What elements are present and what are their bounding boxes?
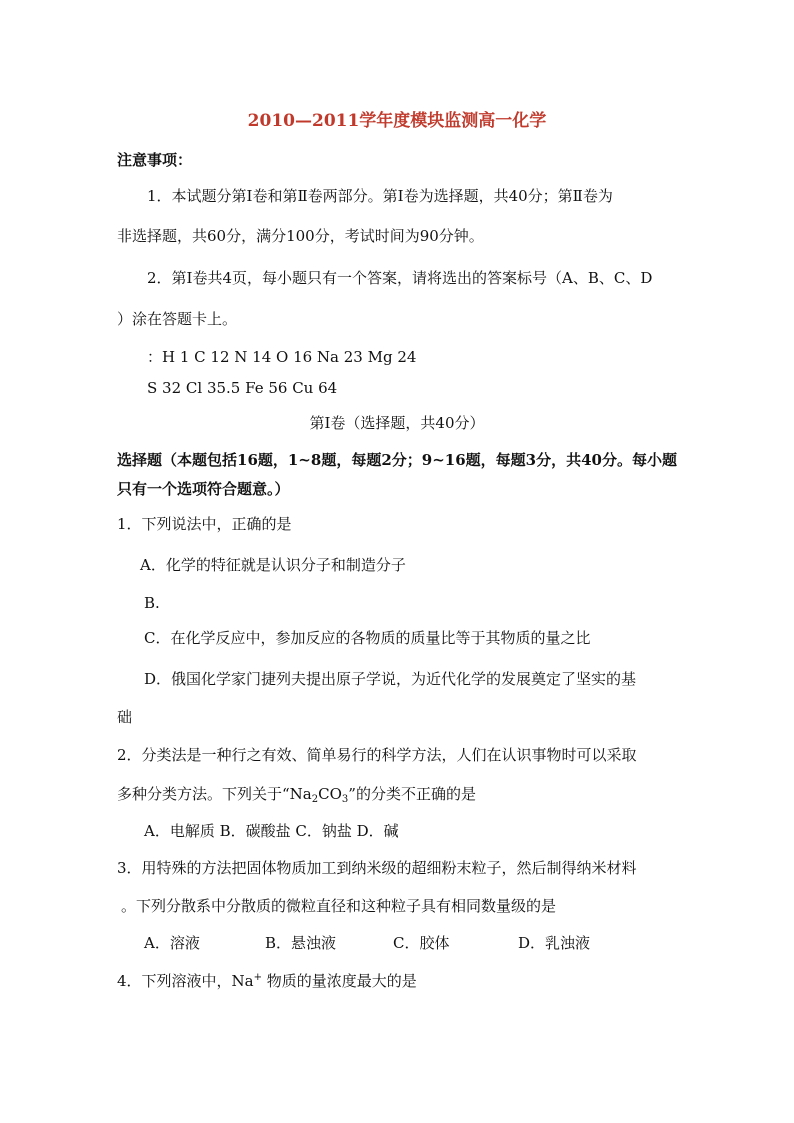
notice-heading: 注意事项： <box>117 151 193 169</box>
page-title: 2010—2011学年度模块监测高一化学 <box>247 111 547 131</box>
q3-option-b: B．悬浊液 <box>265 934 337 952</box>
q4-stem <box>117 971 417 991</box>
q2-formula-co: CO <box>318 785 342 803</box>
q2-stem-text-after: ”的分类不正确的是 <box>348 785 476 803</box>
q4-superscript-plus: + <box>253 972 263 983</box>
q2-stem-line-1: 2．分类法是一种行之有效、简单易行的科学方法，人们在认识事物时可以采取 <box>117 746 637 764</box>
atomic-masses-line-2: S 32 Cl 35.5 Fe 56 Cu 64 <box>147 379 338 397</box>
notice-item-1-line-1: 1．本试题分第Ⅰ卷和第Ⅱ卷两部分。第Ⅰ卷为选择题，共40分；第Ⅱ卷为 <box>147 187 613 205</box>
q2-stem-text-before: 多种分类方法。下列关于“Na <box>117 785 312 803</box>
section-title: 第Ⅰ卷（选择题，共40分） <box>309 414 485 432</box>
q3-stem-line-2: 。下列分散系中分散质的微粒直径和这种粒子具有相同数量级的是 <box>121 897 557 915</box>
q1-option-c: C．在化学反应中，参加反应的各物质的质量比等于其物质的量之比 <box>144 629 591 647</box>
q3-option-a: A．溶液 <box>144 934 200 952</box>
q4-stem-text-after: 物质的量浓度最大的是 <box>262 972 417 990</box>
notice-item-2-line-2: ）涂在答题卡上。 <box>117 310 238 328</box>
q2-subscript-2: 2 <box>311 794 319 805</box>
q1-option-d-line-1: D．俄国化学家门捷列夫提出原子学说，为近代化学的发展奠定了坚实的基 <box>144 670 637 688</box>
q2-stem-line-2 <box>117 784 476 804</box>
q3-stem-line-1: 3．用特殊的方法把固体物质加工到纳米级的超细粉末粒子，然后制得纳米材料 <box>117 859 637 877</box>
notice-item-2-line-1: 2．第Ⅰ卷共4页，每小题只有一个答案，请将选出的答案标号（A、B、C、D <box>147 269 653 287</box>
q1-option-d-line-2: 础 <box>117 708 133 726</box>
section-instructions-line-1: 选择题（本题包括16题，1~8题，每题2分；9~16题，每题3分，共40分。每小题 <box>117 451 677 469</box>
q4-stem-text-before: 4．下列溶液中，Na <box>117 972 254 990</box>
q2-subscript-3: 3 <box>341 794 349 805</box>
q2-options: A．电解质 B．碳酸盐 C．钠盐 D．碱 <box>144 822 399 840</box>
q3-option-c: C．胶体 <box>393 934 450 952</box>
atomic-masses-line-1: ：H 1 C 12 N 14 O 16 Na 23 Mg 24 <box>147 348 417 366</box>
notice-item-1-line-2: 非选择题，共60分，满分100分，考试时间为90分钟。 <box>117 227 484 245</box>
q3-option-d: D．乳浊液 <box>518 934 591 952</box>
section-instructions-line-2: 只有一个选项符合题意。） <box>117 480 290 498</box>
q1-option-a: A．化学的特征就是认识分子和制造分子 <box>140 556 406 574</box>
q1-option-b: B. <box>144 594 160 612</box>
q1-stem: 1．下列说法中，正确的是 <box>117 515 292 533</box>
